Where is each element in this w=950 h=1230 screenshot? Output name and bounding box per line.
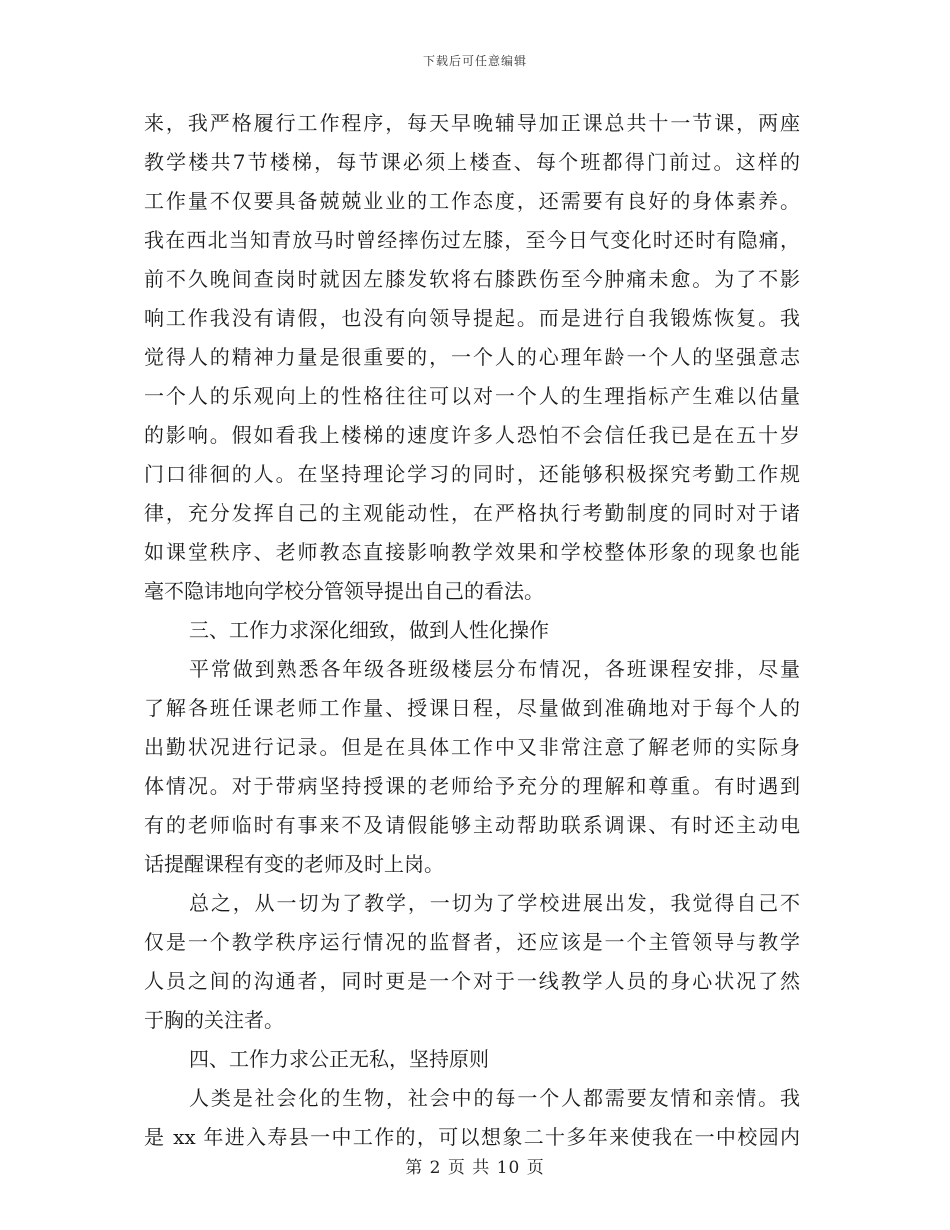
- text-line: 前不久晚间查岗时就因左膝发软将右膝跌伤至今肿痛未愈。为了不影: [144, 267, 800, 291]
- text-line: 出勤状况进行记录。但是在具体工作中又非常注意了解老师的实际身: [144, 735, 800, 759]
- text-line: 教学楼共7节楼梯，每节课必须上楼查、每个班都得门前过。这样的: [144, 150, 800, 174]
- text-line: 来，我严格履行工作程序，每天早晚辅导加正课总共十一节课，两座: [144, 111, 800, 135]
- text-line: 的影响。假如看我上楼梯的速度许多人恐怕不会信任我已是在五十岁: [144, 423, 800, 447]
- text-line: 律，充分发挥自己的主观能动性，在严格执行考勤制度的同时对于诸: [144, 501, 800, 525]
- text-line: 三、工作力求深化细致，做到人性化操作: [189, 618, 549, 642]
- text-line: 工作量不仅要具备兢兢业业的工作态度，还需要有良好的身体素养。: [144, 189, 800, 213]
- text-line: 有的老师临时有事来不及请假能够主动帮助联系调课、有时还主动电: [144, 813, 800, 837]
- text-line: 总之，从一切为了教学，一切为了学校进展出发，我觉得自己不: [189, 891, 800, 915]
- text-line: 我在西北当知青放马时曾经摔伤过左膝，至今日气变化时还时有隐痛，: [144, 228, 800, 252]
- text-line: 人员之间的沟通者，同时更是一个对于一线教学人员的身心状况了然: [144, 969, 800, 993]
- text-line: 平常做到熟悉各年级各班级楼层分布情况，各班课程安排，尽量: [189, 657, 800, 681]
- text-line: 如课堂秩序、老师教态直接影响教学效果和学校整体形象的现象也能: [144, 540, 800, 564]
- text-line: 是 xx 年进入寿县一中工作的，可以想象二十多年来使我在一中校园内: [144, 1125, 800, 1149]
- document-body: [144, 104, 800, 1157]
- page-header: 下载后可任意编辑: [422, 54, 527, 68]
- text-line: 一个人的乐观向上的性格往往可以对一个人的生理指标产生难以估量: [144, 384, 800, 408]
- text-line: 了解各班任课老师工作量、授课日程，尽量做到准确地对于每个人的: [144, 696, 800, 720]
- text-line: 体情况。对于带病坚持授课的老师给予充分的理解和尊重。有时遇到: [144, 774, 800, 798]
- text-line: 仅是一个教学秩序运行情况的监督者，还应该是一个主管领导与教学: [144, 930, 800, 954]
- text-line: 话提醒课程有变的老师及时上岗。: [144, 852, 444, 876]
- text-line: 人类是社会化的生物，社会中的每一个人都需要友情和亲情。我: [189, 1086, 800, 1110]
- page-footer: 第 2 页 共 10 页: [405, 1158, 545, 1178]
- text-line: 响工作我没有请假，也没有向领导提起。而是进行自我锻炼恢复。我: [144, 306, 800, 330]
- text-line: 于胸的关注者。: [144, 1008, 284, 1032]
- text-line: 觉得人的精神力量是很重要的，一个人的心理年龄一个人的坚强意志: [144, 345, 800, 369]
- text-line: 门口徘徊的人。在坚持理论学习的同时，还能够积极探究考勤工作规: [144, 462, 800, 486]
- text-line: 毫不隐讳地向学校分管领导提出自己的看法。: [144, 579, 544, 603]
- text-line: 四、工作力求公正无私，坚持原则: [189, 1047, 489, 1071]
